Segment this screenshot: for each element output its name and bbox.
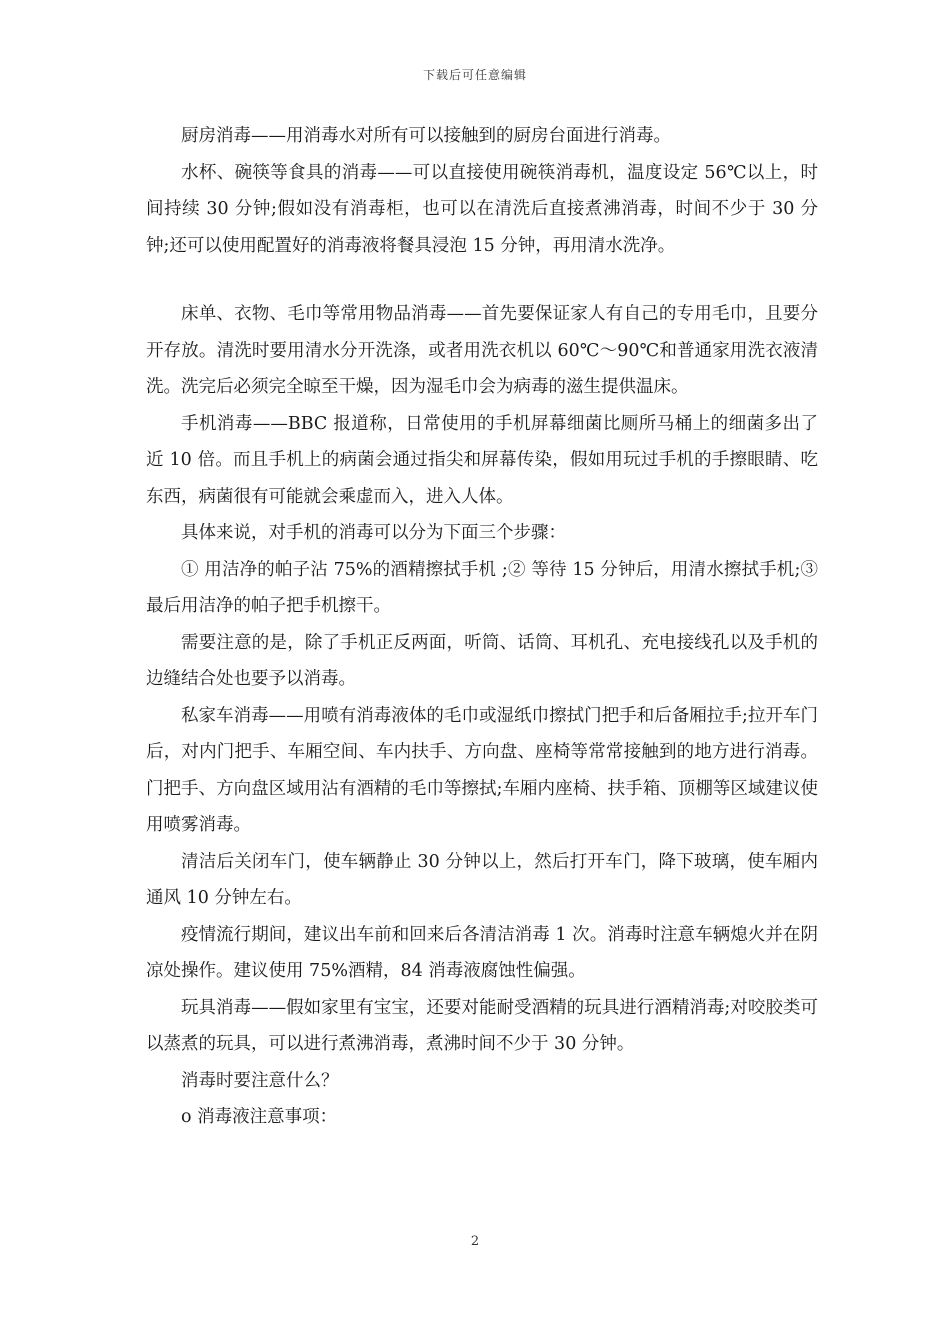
paragraph-kitchen-disinfection: 厨房消毒——用消毒水对所有可以接触到的厨房台面进行消毒。 [181, 126, 671, 146]
paragraph-toy-disinfection: 玩具消毒——假如家里有宝宝，还要对能耐受酒精的玩具进行酒精消毒;对咬胶类可以蒸煮的玩具，可以进行煮沸消毒，煮沸时间不少于 30 分钟。 [146, 997, 818, 1054]
paragraph-disinfectant-notes-heading: o 消毒液注意事项： [181, 1107, 338, 1127]
paragraph-linen-disinfection: 床单、衣物、毛巾等常用物品消毒——首先要保证家人有自己的专用毛巾，且要分开存放。清洗时要用清水分开洗涤，或者用洗衣机以 60℃～90℃和普通家用洗衣液清洗。洗完后必须完全晾至干燥，因为湿毛巾会为病毒的滋生提供温床。 [146, 304, 818, 397]
page-header: 下载后可任意编辑 [422, 68, 527, 82]
paragraph-car-epidemic-advice: 疫情流行期间，建议出车前和回来后各清洁消毒 1 次。消毒时注意车辆熄火并在阴凉处操作。建议使用 75%酒精，84 消毒液腐蚀性偏强。 [146, 924, 818, 981]
document-body [146, 118, 818, 1136]
paragraph-car-ventilation: 清洁后关闭车门，使车辆静止 30 分钟以上，然后打开车门，降下玻璃，使车厢内通风 10 分钟左右。 [146, 851, 818, 908]
paragraph-phone-steps: ① 用洁净的帕子沾 75%的酒精擦拭手机 ;② 等待 15 分钟后，用清水擦拭手机;③ 最后用洁净的帕子把手机擦干。 [146, 559, 818, 616]
paragraph-phone-disinfection: 手机消毒——BBC 报道称，日常使用的手机屏幕细菌比厕所马桶上的细菌多出了近 10 倍。而且手机上的病菌会通过指尖和屏幕传染，假如用玩过手机的手擦眼睛、吃东西，病菌很有可能就会乘虚而入，进入人体。 [146, 413, 818, 507]
page-number: 2 [470, 1234, 480, 1249]
paragraph-phone-notes: 需要注意的是，除了手机正反两面，听筒、话筒、耳机孔、充电接线孔以及手机的边缝结合处也要予以消毒。 [146, 632, 818, 689]
paragraph-phone-steps-intro: 具体来说，对手机的消毒可以分为下面三个步骤： [181, 523, 566, 543]
paragraph-precautions-question: 消毒时要注意什么？ [181, 1070, 339, 1091]
paragraph-car-disinfection: 私家车消毒——用喷有消毒液体的毛巾或湿纸巾擦拭门把手和后备厢拉手;拉开车门后，对内门把手、车厢空间、车内扶手、方向盘、座椅等常常接触到的地方进行消毒。门把手、方向盘区域用沾有酒精的毛巾等擦拭;车厢内座椅、扶手箱、顶棚等区域建议使用喷雾消毒。 [146, 705, 818, 835]
paragraph-tableware-disinfection: 水杯、碗筷等食具的消毒——可以直接使用碗筷消毒机，温度设定 56℃以上，时间持续 30 分钟;假如没有消毒柜，也可以在清洗后直接煮沸消毒，时间不少于 30 分钟;还可以使用配置好的消毒液将餐具浸泡 15 分钟，再用清水洗净。 [146, 162, 818, 256]
